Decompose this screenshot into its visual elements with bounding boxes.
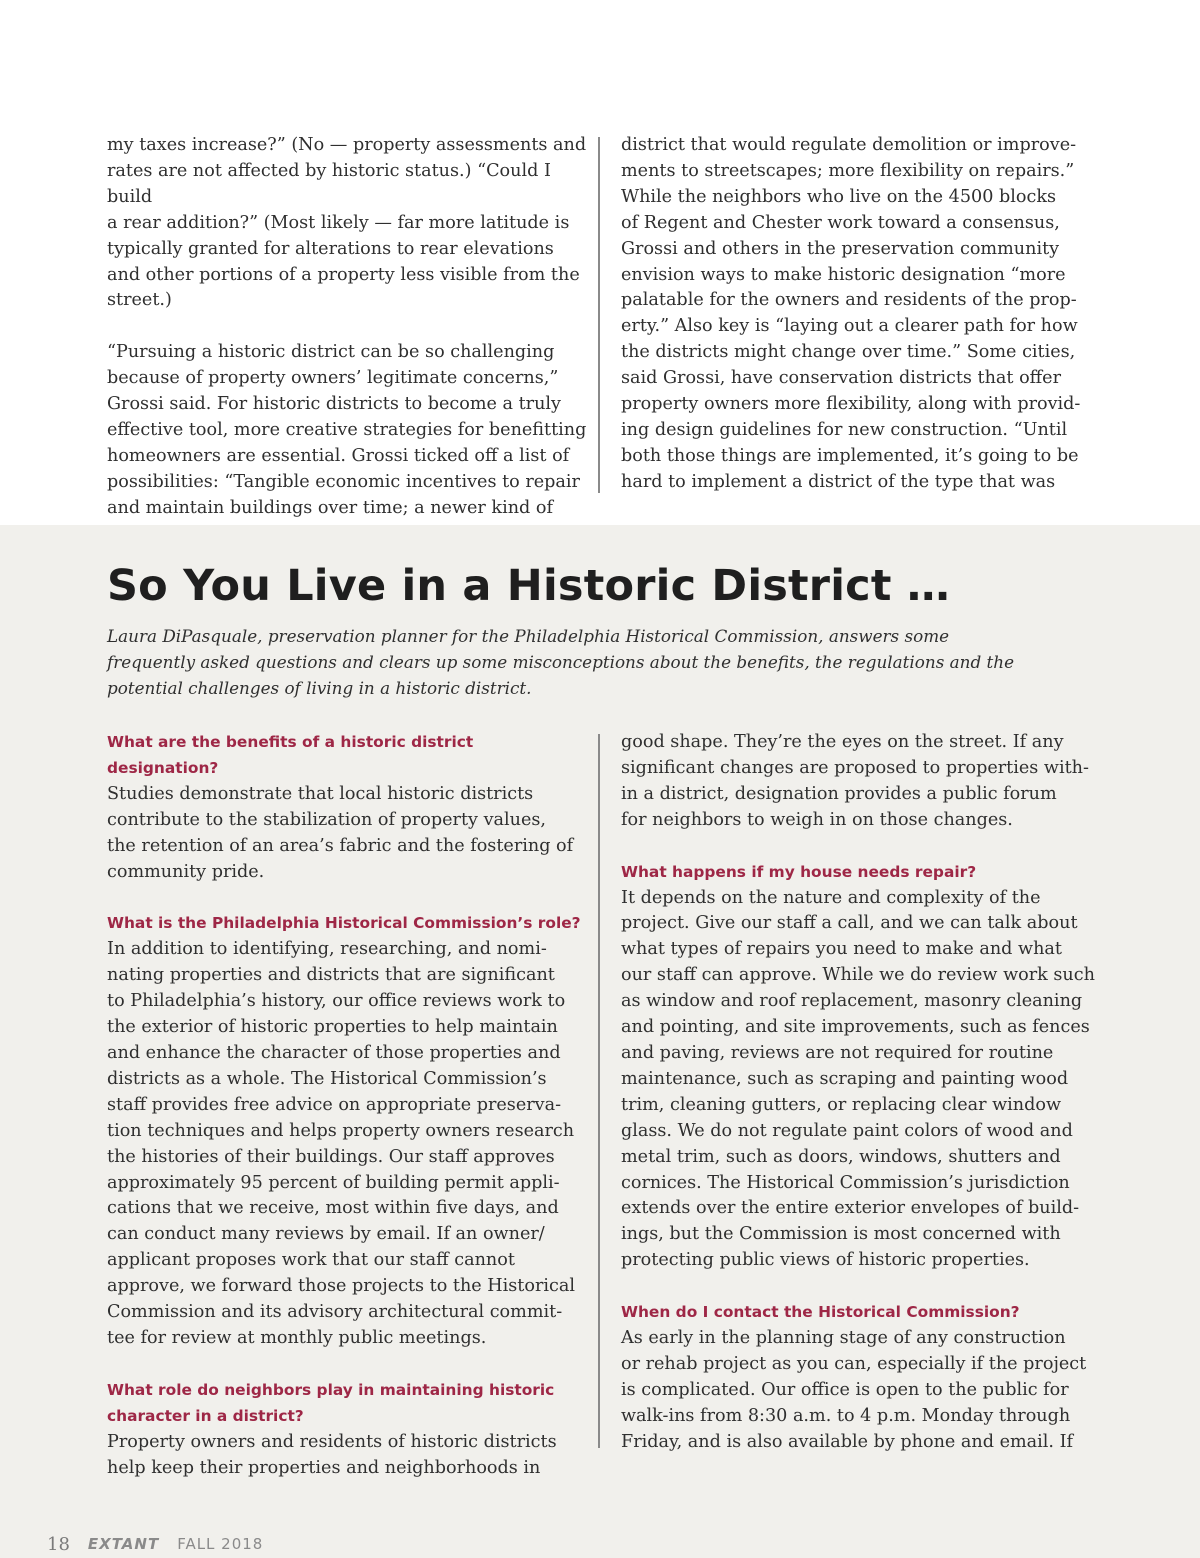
article-paragraph: district that would regulate demolition or improve- ments to streetscapes; more flexibility on repairs.” While the neighbors who live on the 4500 blocks of Regent and Chester work toward a consensus, Grossi and others in the preservation community envision ways to make historic designation “more palatable for the owners and residents of the prop- erty.” Also key is “laying out a clearer path for how the districts might change over time.” Some cities, said Grossi, have conservation districts that offer property owners more flexibility, along with provid- ing design guidelines for new construction. “Until both those things are implemented, it’s going to be hard to implement a district of the type that was [621, 135, 1081, 492]
faq-question: What role do neighbors play in maintaining historic character in a district? [107, 1380, 555, 1425]
column-divider [598, 137, 600, 493]
faq-answer: In addition to identifying, researching, and nomi- nating properties and districts that are significant to Philadelphia’s history, our office reviews work to the exterior of historic properties to help maintain and enhance the character of those properties and districts as a whole. The Historical Commission’s staff provides free advice on appropriate preserva- tion techniques and helps property owners research the histories of their buildings. Our staff approves approximately 95 percent of building permit appli- cations that we receive, most within five days, and can conduct many reviews by email. If an owner/ applicant proposes work that our staff cannot approve, we forward those projects to the Historical Commission and its advisory architectural commit- tee for review at monthly public meetings. [107, 939, 575, 1348]
magazine-name: EXTANT [87, 1535, 160, 1553]
sidebar-intro: Laura DiPasquale, preservation planner for the Philadelphia Historical Commission, answers some frequently asked questions and clears up some misconceptions about the benefits, the regulations and the potential challenges of living in a historic district. [107, 626, 1015, 698]
faq-question: What are the benefits of a historic district designation? [107, 733, 474, 777]
article-column-right [621, 133, 1101, 496]
faq-question: What happens if my house needs repair? [621, 862, 977, 881]
sidebar-title: So You Live in a Historic District … [107, 561, 950, 611]
faq-answer: It depends on the nature and complexity of the project. Give our staff a call, and we can talk about what types of repairs you need to make and what our staff can approve. While we do review work such as window and roof replacement, masonry cleaning and pointing, and site improvements, such as fences and paving, reviews are not required for routine maintenance, such as scraping and painting wood trim, cleaning gutters, or replacing clear window glass. We do not regulate paint colors of wood and metal trim, such as doors, windows, shutters and cornices. The Historical Commission’s jurisdiction extends over the entire exterior envelopes of build- ings, but the Commission is most concerned with protecting public views of historic properties. [621, 887, 1095, 1271]
faq-answer: As early in the planning stage of any construction or rehab project as you can, especially if the project is complicated. Our office is open to the public for walk-ins from 8:30 a.m. to 4 p.m. Monday through Friday, and is also available by phone and email. If [621, 1328, 1087, 1452]
article-column-left [107, 133, 587, 522]
article-paragraph: my taxes increase?” (No — property assessments and rates are not affected by historic status.) “Could I build a rear addition?” (Most likely — far more latitude is typically granted for alterations to rear elevations and other portions of a property less visible from the street.) [107, 135, 587, 311]
faq-question: When do I contact the Historical Commission? [621, 1303, 1020, 1322]
faq-answer: good shape. They’re the eyes on the street. If any significant changes are proposed to properties with- in a district, designation provides a public forum for neighbors to weigh in on those changes. [621, 732, 1089, 830]
faq-question: What is the Philadelphia Historical Commission’s role? [107, 914, 581, 933]
page-number: 18 [47, 1533, 70, 1555]
faq-answer: Property owners and residents of historic districts help keep their properties and neighborhoods in [107, 1431, 557, 1478]
faq-answer: Studies demonstrate that local historic districts contribute to the stabilization of property values, the retention of an area’s fabric and the fostering of community pride. [107, 783, 574, 882]
article-paragraph: “Pursuing a historic district can be so challenging because of property owners’ legitimate concerns,” Grossi said. For historic districts to become a truly effective tool, more creative strategies for benefitting homeowners are essential. Grossi ticked off a list of possibilities: “Tangible economic incentives to repair and maintain buildings over time; a newer kind of [107, 342, 587, 518]
issue-label: FALL 2018 [177, 1535, 264, 1553]
faq-column-right [621, 730, 1101, 1456]
page-footer [47, 1530, 263, 1558]
column-divider [598, 734, 600, 1448]
faq-column-left [107, 730, 587, 1481]
